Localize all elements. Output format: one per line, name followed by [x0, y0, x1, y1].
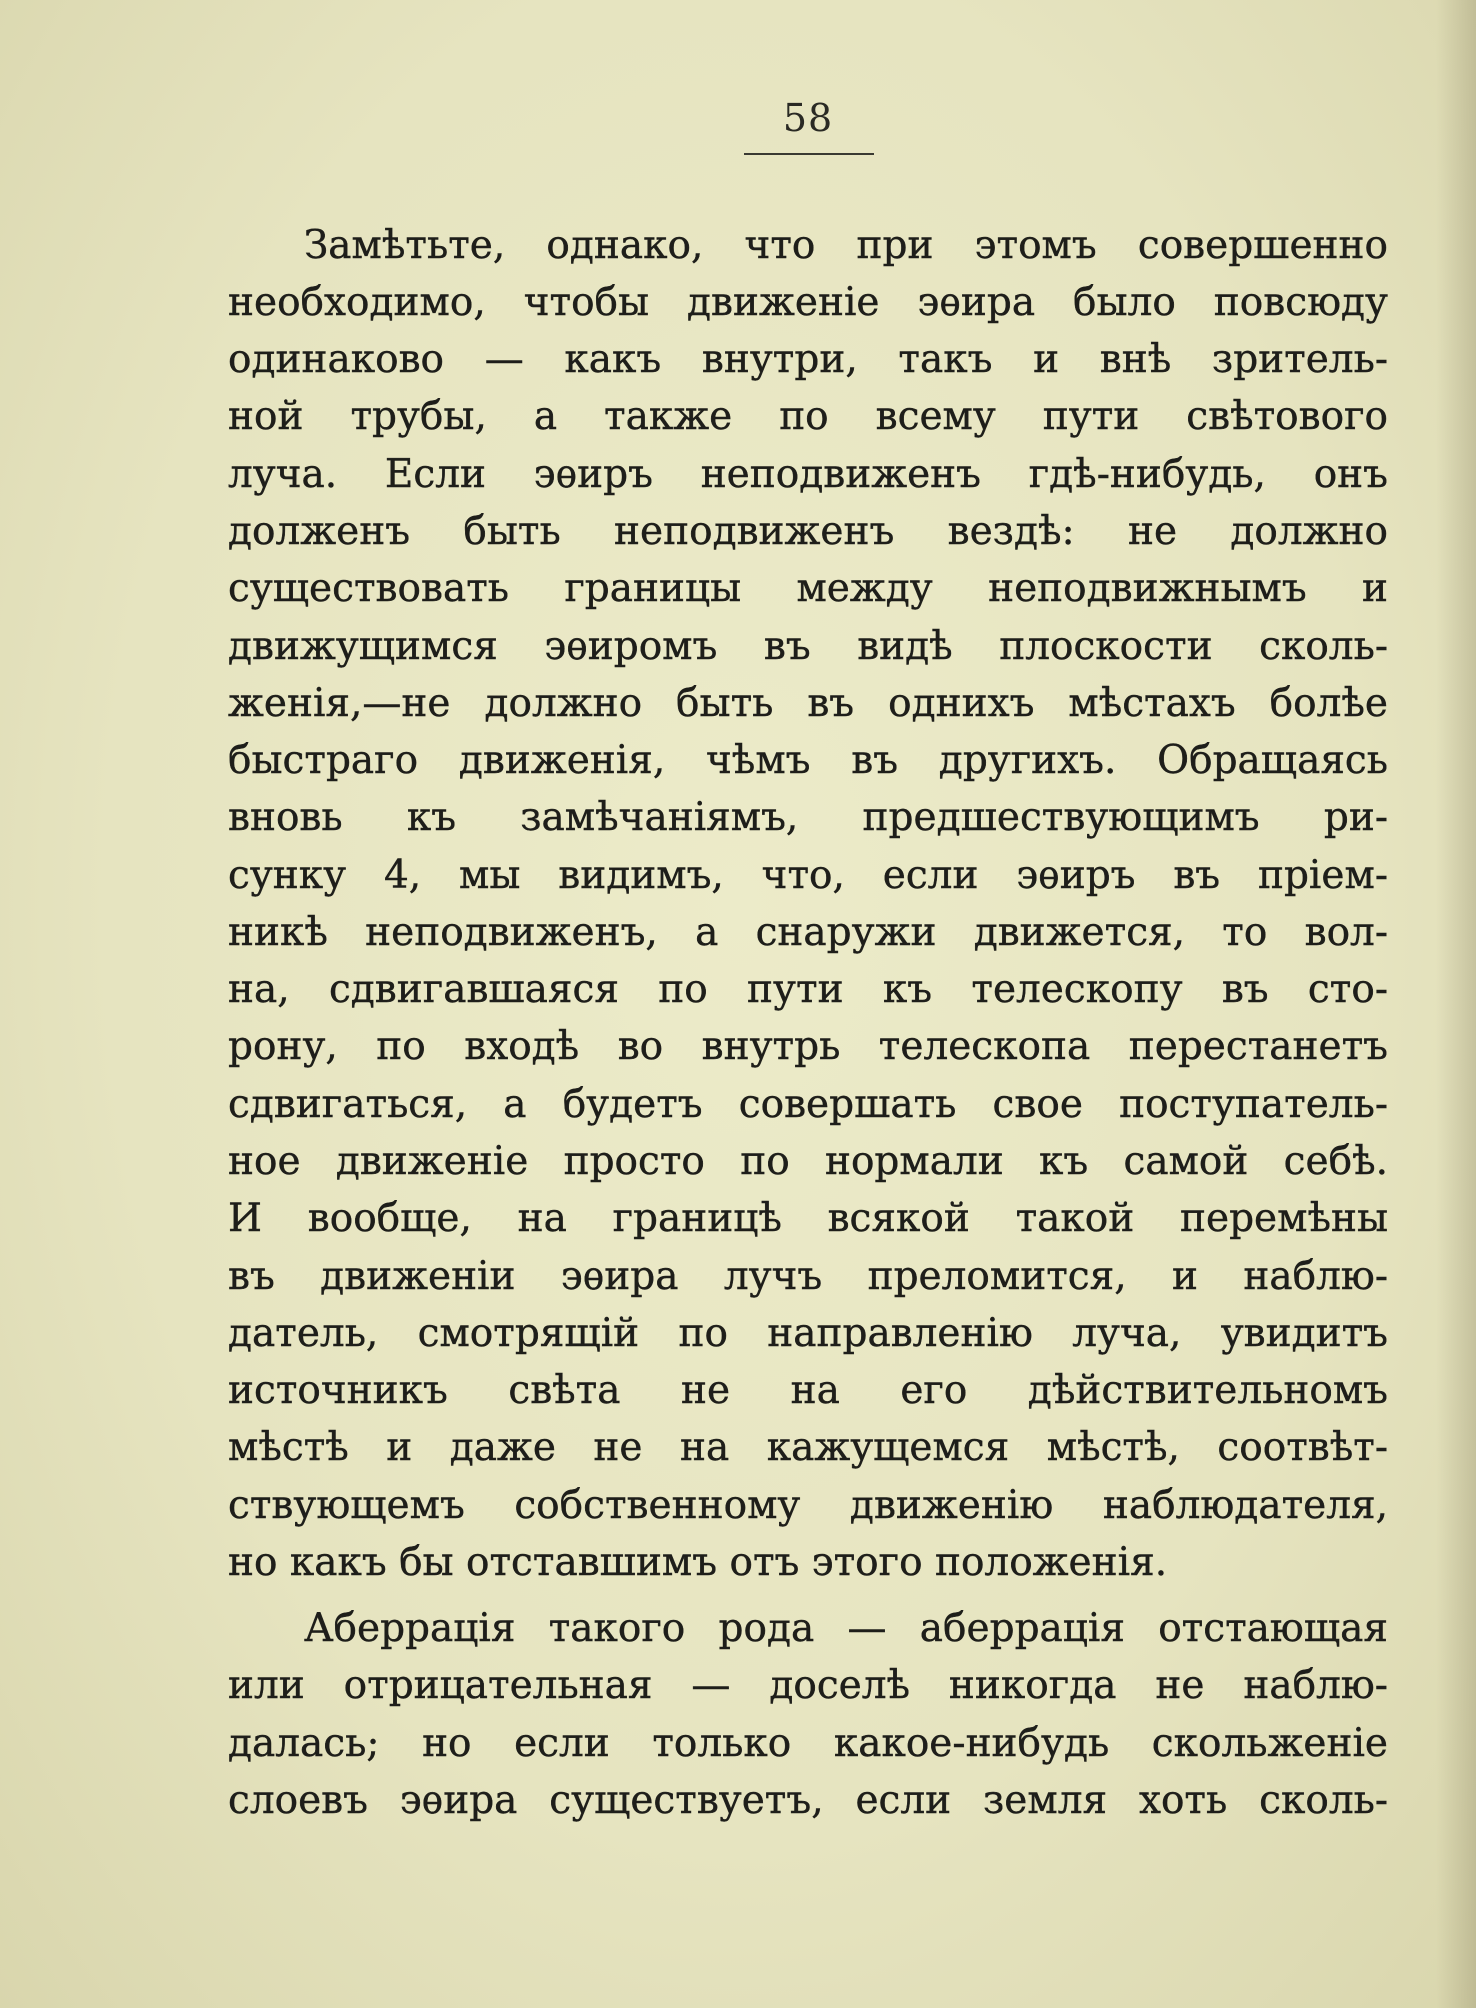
text-line: на, сдвигавшаяся по пути къ телескопу въ сто-: [228, 967, 1388, 1012]
text-line: движущимся эѳиромъ въ видѣ плоскости сколь-: [228, 624, 1388, 669]
text-line: далась; но если только какое-нибудь скольженiе: [228, 1721, 1388, 1766]
text-line: быстраго движенiя, чѣмъ въ другихъ. Обращаясь: [228, 738, 1388, 783]
text-line: рону, по входѣ во внутрь телескопа перестанетъ: [228, 1024, 1388, 1069]
text-line: ное движенiе просто по нормали къ самой себѣ.: [228, 1139, 1388, 1184]
text-line: ной трубы, а также по всему пути свѣтового: [228, 394, 1388, 439]
text-line: Аберрацiя такого рода — аберрацiя отстающая: [304, 1606, 1388, 1651]
text-line: слоевъ эѳира существуетъ, если земля хоть сколь-: [228, 1778, 1388, 1823]
text-line: мѣстѣ и даже не на кажущемся мѣстѣ, соотвѣт-: [228, 1425, 1388, 1470]
text-line: женiя,—не должно быть въ однихъ мѣстахъ болѣе: [228, 681, 1388, 726]
text-line: или отрицательная — доселѣ никогда не наблю-: [228, 1663, 1388, 1708]
text-line: долженъ быть неподвиженъ вездѣ: не должно: [228, 509, 1388, 554]
text-line: источникъ свѣта не на его дѣйствительномъ: [228, 1368, 1388, 1413]
page-number: 58: [782, 96, 834, 140]
text-line: датель, смотрящiй по направленiю луча, увидитъ: [228, 1311, 1388, 1356]
text-line: ствующемъ собственному движенiю наблюдателя,: [228, 1483, 1388, 1528]
text-line: никѣ неподвиженъ, а снаружи движется, то вол-: [228, 910, 1388, 955]
text-line: сдвигаться, а будетъ совершать свое поступатель-: [228, 1082, 1388, 1127]
text-line: существовать границы между неподвижнымъ и: [228, 566, 1388, 611]
text-line: луча. Если эѳиръ неподвиженъ гдѣ-нибудь, онъ: [228, 452, 1388, 497]
page-number-rule: [744, 153, 874, 155]
text-line: одинаково — какъ внутри, такъ и внѣ зритель-: [228, 337, 1388, 382]
text-line: И вообще, на границѣ всякой такой перемѣны: [228, 1196, 1388, 1241]
text-line: сунку 4, мы видимъ, что, если эѳиръ въ прiем-: [228, 853, 1388, 898]
text-line: но какъ бы отставшимъ отъ этого положенiя.: [228, 1540, 1168, 1585]
text-line: необходимо, чтобы движенiе эѳира было повсюду: [228, 280, 1388, 325]
text-line: вновь къ замѣчанiямъ, предшествующимъ ри-: [228, 795, 1388, 840]
page-edge-shadow: [1436, 0, 1476, 2008]
text-line: Замѣтьте, однако, что при этомъ совершенно: [304, 223, 1388, 268]
text-line: въ движенiи эѳира лучъ преломится, и наблю-: [228, 1254, 1388, 1299]
